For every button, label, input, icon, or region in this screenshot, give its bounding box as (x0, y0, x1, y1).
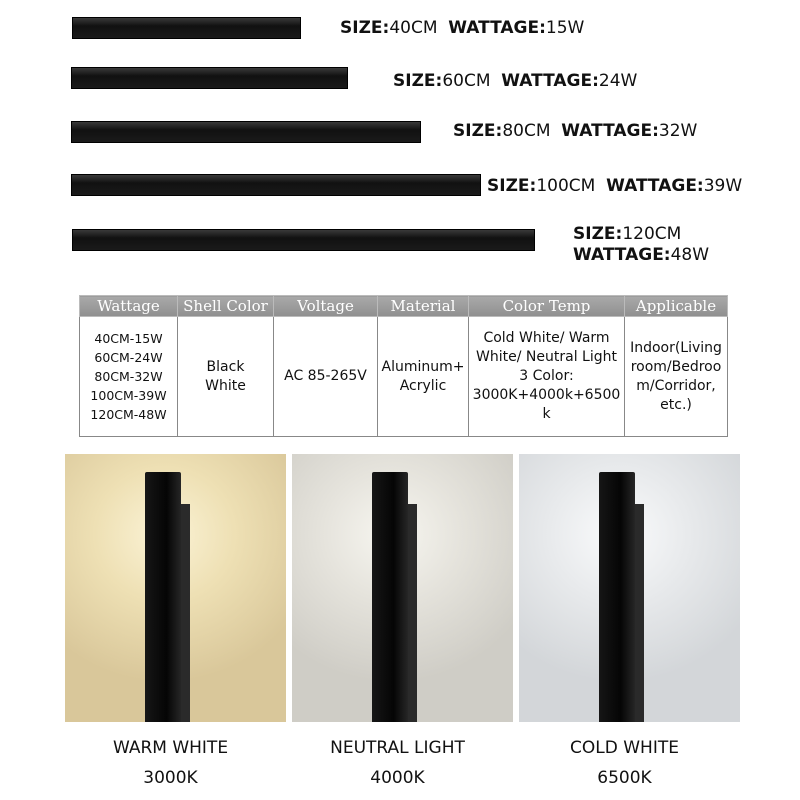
cell-wattage: 40CM-15W 60CM-24W 80CM-32W 100CM-39W 120CM-48W (80, 317, 178, 437)
temp-neutral-light: 4000K (370, 768, 425, 788)
spec-40cm: SIZE:40CM WATTAGE:15W (340, 18, 585, 38)
header-material: Material (378, 296, 469, 317)
wall-lamp-neutral (372, 472, 408, 722)
cell-applicable: Indoor(Living room/Bedroo m/Corridor, etc.) (625, 317, 728, 437)
lamp-bar-60cm (71, 67, 348, 89)
label-neutral-light: NEUTRAL LIGHT (330, 738, 465, 758)
wall-lamp-cold (599, 472, 635, 722)
label-cold-white: COLD WHITE (570, 738, 679, 758)
spec-table (79, 295, 728, 437)
lamp-bar-40cm (72, 17, 301, 39)
photo-neutral-light (292, 454, 513, 722)
cell-shell-color: Black White (178, 317, 274, 437)
lamp-bar-80cm (71, 121, 421, 143)
spec-120cm: SIZE:120CM WATTAGE:48W (573, 224, 710, 265)
temp-cold-white: 6500K (597, 768, 652, 788)
photo-warm-white (65, 454, 286, 722)
header-color-temp: Color Temp (469, 296, 625, 317)
header-wattage: Wattage (80, 296, 178, 317)
cell-material: Aluminum+ Acrylic (378, 317, 469, 437)
spec-100cm: SIZE:100CM WATTAGE:39W (487, 176, 743, 196)
temp-warm-white: 3000K (143, 768, 198, 788)
cell-color-temp: Cold White/ Warm White/ Neutral Light 3 Color: 3000K+4000k+6500 k (469, 317, 625, 437)
lamp-bar-120cm (72, 229, 535, 251)
cell-voltage: AC 85-265V (274, 317, 378, 437)
wall-lamp-warm (145, 472, 181, 722)
header-applicable: Applicable (625, 296, 728, 317)
spec-60cm: SIZE:60CM WATTAGE:24W (393, 71, 638, 91)
header-shell-color: Shell Color (178, 296, 274, 317)
header-voltage: Voltage (274, 296, 378, 317)
lamp-bar-100cm (71, 174, 481, 196)
spec-80cm: SIZE:80CM WATTAGE:32W (453, 121, 698, 141)
photo-cold-white (519, 454, 740, 722)
label-warm-white: WARM WHITE (112, 738, 229, 758)
